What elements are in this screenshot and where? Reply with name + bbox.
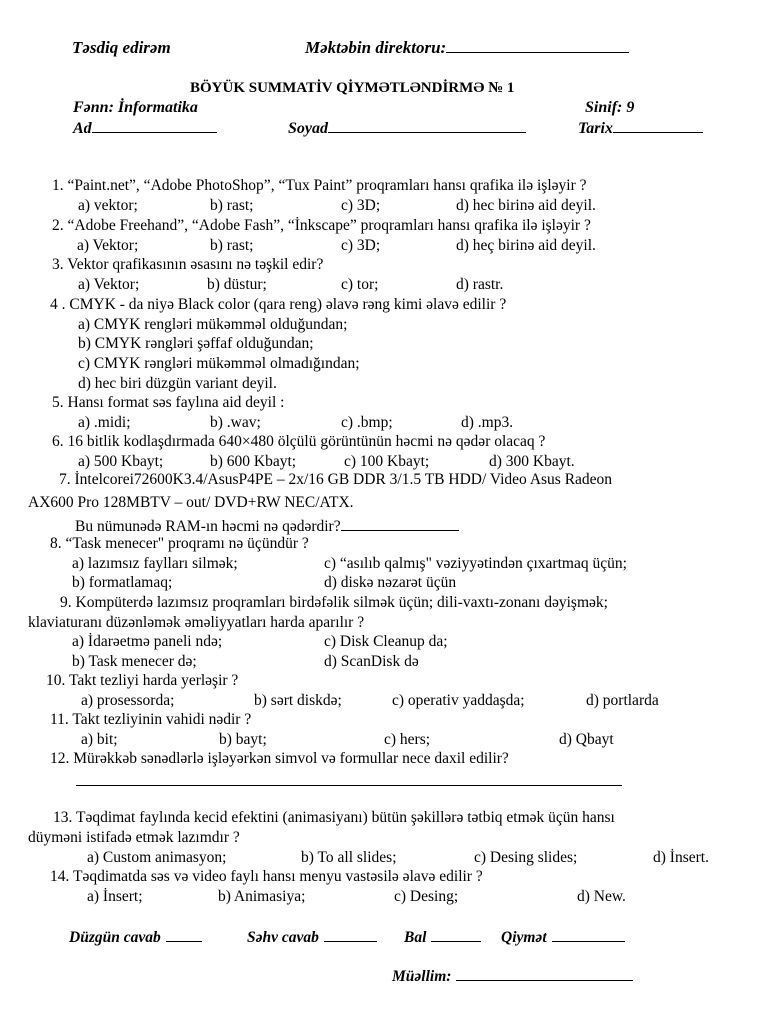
- surname-label: Soyad: [288, 120, 328, 137]
- q1-option-d: d) hec birinə aid deyil.: [456, 197, 596, 214]
- q9-option-c: c) Disk Cleanup da;: [324, 633, 448, 650]
- q10-option-c: c) operativ yaddaşda;: [392, 692, 525, 709]
- grade-result-field: [501, 927, 625, 947]
- score-blank: [431, 927, 481, 942]
- q3-option-c: c) tor;: [341, 276, 379, 293]
- question-3: 3. Vektor qrafikasının əsasını nə təşkil edir?: [52, 256, 324, 273]
- teacher-label: Müəllim:: [392, 968, 452, 985]
- q4-option-b: b) CMYK rəngləri şəffaf olduğundan;: [78, 335, 314, 352]
- q13-option-b: b) To all slides;: [301, 849, 397, 866]
- q2-option-d: d) heç birinə aid deyil.: [456, 237, 596, 254]
- q5-option-a: a) .midi;: [78, 414, 131, 431]
- question-9-line2: klaviaturanı düzənləmək əməliyyatları harda aparılır ?: [28, 614, 365, 631]
- q2-option-a: a) Vektor;: [77, 237, 139, 254]
- question-13-line2: düyməni istifadə etmək lazımdır ?: [28, 829, 240, 846]
- wrong-label: Səhv cavab: [247, 929, 319, 946]
- q8-option-c: c) “asılıb qalmış" vəziyyətindən çıxartmaq üçün;: [324, 555, 627, 572]
- correct-answers-field: [69, 927, 202, 947]
- name-blank: [92, 118, 217, 133]
- q5-option-d: d) .mp3.: [461, 414, 514, 431]
- q14-option-b: b) Animasiya;: [218, 888, 306, 905]
- q8-option-a: a) lazımsız faylları silmək;: [72, 555, 238, 572]
- q13-option-c: c) Desing slides;: [474, 849, 578, 866]
- question-7-line1: 7. İntelcorei72600K3.4/AsusP4PE – 2x/16 GB DDR 3/1.5 TB HDD/ Video Asus Radeon: [59, 471, 613, 488]
- date-label: Tarix: [578, 120, 613, 137]
- q11-option-b: b) bayt;: [219, 731, 267, 748]
- name-field: [73, 118, 217, 138]
- q13-option-a: a) Custom animasyon;: [87, 849, 227, 866]
- correct-label: Düzgün cavab: [69, 929, 161, 946]
- score-field: [404, 927, 481, 947]
- teacher-blank: [456, 966, 633, 981]
- question-6: 6. 16 bitlik kodlaşdırmada 640×480 ölçülü görüntünün həcmi nə qədər olacaq ?: [52, 433, 546, 450]
- exam-title: BÖYÜK SUMMATİV QİYMƏTLƏNDİRMƏ № 1: [190, 80, 515, 96]
- q5-option-b: b) .wav;: [210, 414, 261, 431]
- q11-option-c: c) hers;: [384, 731, 431, 748]
- q10-option-b: b) sərt diskdə;: [254, 692, 342, 709]
- date-blank: [613, 118, 703, 133]
- q5-option-c: c) .bmp;: [341, 414, 393, 431]
- q11-option-a: a) bit;: [81, 731, 118, 748]
- question-11: 11. Takt tezliyinin vahidi nədir ?: [50, 711, 252, 728]
- question-1: 1. “Paint.net”, “Adobe PhotoShop”, “Tux Paint” proqramları hansı qrafika ilə işləyir ?: [52, 177, 587, 194]
- surname-blank: [328, 118, 526, 133]
- q3-option-a: a) Vektor;: [78, 276, 140, 293]
- surname-field: [288, 118, 526, 138]
- q10-option-a: a) prosessorda;: [81, 692, 175, 709]
- q7-answer-blank: [341, 516, 459, 531]
- question-14: 14. Təqdimatda səs və video faylı hansı menyu vastəsilə əlavə edilir ?: [50, 868, 483, 885]
- question-13-line1: 13. Təqdimat faylında kecid efektini (animasiyanı) bütün şəkillərə tətbiq etmək üçün hansı: [53, 809, 615, 826]
- q4-option-c: c) CMYK rəngləri mükəmməl olmadığından;: [78, 355, 360, 372]
- question-7-line3: [75, 516, 459, 536]
- correct-blank: [166, 927, 202, 942]
- teacher-field: [392, 966, 633, 986]
- approve-label: Təsdiq edirəm: [72, 38, 171, 57]
- q13-option-d: d) İnsert.: [653, 849, 709, 866]
- question-8: 8. “Task menecer" proqramı nə üçündür ?: [50, 535, 309, 552]
- q9-option-a: a) İdarəetmə paneli ndə;: [72, 633, 223, 650]
- question-12: 12. Mürəkkəb sənədlərlə işləyərkən simvol və formullar nece daxil edilir?: [50, 750, 509, 767]
- director-field: [305, 38, 629, 58]
- director-label: Məktəbin direktoru:: [305, 38, 447, 57]
- grade-result-blank: [552, 927, 625, 942]
- q1-option-a: a) vektor;: [78, 197, 138, 214]
- q6-option-c: c) 100 Kbayt;: [344, 453, 430, 470]
- q4-option-d: d) hec biri düzgün variant deyil.: [78, 375, 277, 392]
- q10-option-d: d) portlarda: [586, 692, 659, 709]
- q1-option-c: c) 3D;: [341, 197, 381, 214]
- q1-option-b: b) rast;: [210, 197, 254, 214]
- question-2: 2. “Adobe Freehand”, “Adobe Fash”, “İnkscape” proqramları hansı qrafika ilə işləyir ?: [52, 217, 591, 234]
- q14-option-d: d) New.: [577, 888, 626, 905]
- wrong-blank: [324, 927, 377, 942]
- question-7-line2: AX600 Pro 128MBTV – out/ DVD+RW NEC/ATX.: [28, 494, 354, 511]
- grade-result-label: Qiymət: [501, 929, 547, 946]
- q12-answer-line: [76, 785, 622, 786]
- q8-option-b: b) formatlamaq;: [72, 574, 173, 591]
- score-label: Bal: [404, 929, 427, 946]
- question-7-text: Bu nümunədə RAM-ın həcmi nə qədərdir?: [75, 518, 341, 535]
- question-4: 4 . CMYK - da niyə Black color (qara reng) əlavə rəng kimi əlavə edilir ?: [50, 296, 507, 313]
- name-label: Ad: [73, 120, 92, 137]
- subject-label: Fənn: İnformatika: [73, 99, 198, 116]
- question-5: 5. Hansı format səs faylına aid deyil :: [52, 394, 285, 411]
- question-9-line1: 9. Kompüterdə lazımsız proqramları birdəfəlik silmək üçün; dili-vaxtı-zonanı dəyişmək;: [60, 594, 608, 611]
- q9-option-d: d) ScanDisk də: [324, 653, 419, 670]
- grade-label: Sinif: 9: [585, 99, 635, 116]
- q14-option-c: c) Desing;: [394, 888, 459, 905]
- q4-option-a: a) CMYK rengləri mükəmməl olduğundan;: [78, 316, 348, 333]
- q9-option-b: b) Task menecer də;: [72, 653, 197, 670]
- q6-option-b: b) 600 Kbayt;: [210, 453, 297, 470]
- date-field: [578, 118, 703, 138]
- q3-option-b: b) düstur;: [207, 276, 267, 293]
- q2-option-b: b) rast;: [210, 237, 254, 254]
- q6-option-d: d) 300 Kbayt.: [489, 453, 575, 470]
- question-10: 10. Takt tezliyi harda yerləşir ?: [46, 672, 239, 689]
- q8-option-d: d) diskə nəzarət üçün: [324, 574, 457, 591]
- q6-option-a: a) 500 Kbayt;: [78, 453, 164, 470]
- director-blank: [446, 38, 629, 53]
- q11-option-d: d) Qbayt: [559, 731, 614, 748]
- q2-option-c: c) 3D;: [341, 237, 381, 254]
- q3-option-d: d) rastr.: [456, 276, 504, 293]
- q14-option-a: a) İnsert;: [87, 888, 143, 905]
- wrong-answers-field: [247, 927, 377, 947]
